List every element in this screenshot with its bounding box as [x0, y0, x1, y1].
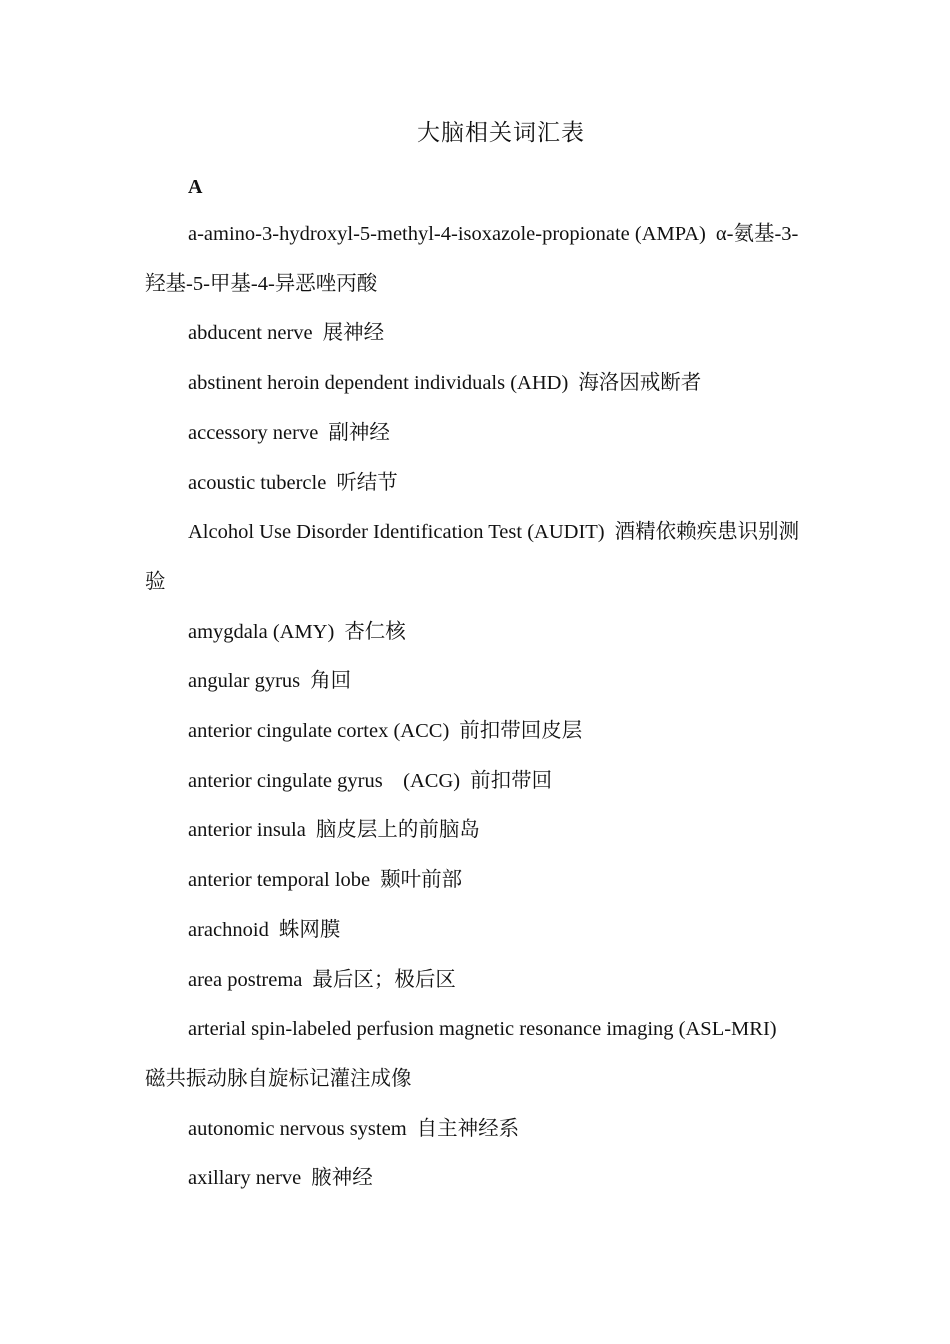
glossary-entry	[145, 956, 805, 1006]
glossary-entry	[145, 459, 805, 509]
page-title: 大脑相关词汇表	[417, 120, 585, 145]
entry-translation: 最后区；极后区	[312, 968, 456, 991]
entry-translation: α-氨基-3-羟基-5-甲基-4-异恶唑丙酸	[145, 223, 799, 295]
entry-term: amygdala (AMY)	[188, 620, 335, 643]
glossary-entry	[145, 657, 805, 707]
entry-term: autonomic nervous system	[188, 1117, 407, 1140]
glossary-entry	[145, 707, 805, 757]
entry-term: a-amino-3-hydroxyl-5-methyl-4-isoxazole-propionate (AMPA)	[188, 223, 706, 245]
entry-translation: 副神经	[328, 421, 390, 444]
glossary-entry	[145, 1154, 805, 1204]
entry-term: area postrema	[188, 968, 303, 991]
entry-translation: 前扣带回	[470, 769, 553, 792]
glossary-entry	[145, 359, 805, 409]
glossary-entry	[145, 608, 805, 658]
entry-translation: 蛛网膜	[278, 918, 341, 941]
entry-term: angular gyrus	[188, 670, 301, 693]
entry-translation: 杏仁核	[344, 620, 406, 643]
entry-term: anterior temporal lobe	[188, 869, 371, 892]
glossary-entry	[145, 906, 805, 956]
glossary-entry	[145, 409, 805, 459]
glossary-list	[145, 210, 805, 1204]
entry-term: Alcohol Use Disorder Identification Test (AUDIT)	[188, 521, 605, 544]
entry-term: abducent nerve	[188, 322, 313, 345]
glossary-entry	[145, 806, 805, 856]
entry-term: arterial spin-labeled perfusion magnetic resonance imaging (ASL-MRI)	[188, 1018, 777, 1041]
entry-translation: 展神经	[322, 322, 385, 345]
entry-translation: 海洛因戒断者	[578, 372, 702, 395]
entry-translation: 听结节	[336, 471, 398, 494]
glossary-entry	[145, 508, 805, 607]
entry-translation: 脑皮层上的前脑岛	[315, 819, 480, 842]
entry-translation: 酒精依赖疾患识别测验	[145, 521, 800, 593]
glossary-entry	[145, 1005, 805, 1104]
entry-translation: 角回	[310, 670, 352, 693]
glossary-entry	[145, 210, 805, 309]
entry-term: abstinent heroin dependent individuals (AHD)	[188, 372, 569, 395]
glossary-entry	[145, 757, 805, 807]
entry-term: axillary nerve	[188, 1167, 302, 1190]
entry-translation: 颞叶前部	[380, 869, 463, 892]
entry-term: acoustic tubercle	[188, 471, 327, 494]
entry-translation: 自主神经系	[416, 1117, 520, 1140]
entry-translation: 腋神经	[311, 1167, 373, 1190]
entry-term: anterior cingulate gyrus (ACG)	[188, 769, 461, 792]
entry-translation: 磁共振动脉自旋标记灌注成像	[145, 1067, 412, 1090]
entry-term: accessory nerve	[188, 421, 319, 444]
entry-term: arachnoid	[188, 918, 269, 941]
entry-term: anterior cingulate cortex (ACC)	[188, 720, 450, 743]
entry-term: anterior insula	[188, 819, 306, 842]
glossary-entry	[145, 1105, 805, 1155]
glossary-entry	[145, 856, 805, 906]
entry-translation: 前扣带回皮层	[459, 720, 583, 743]
glossary-entry	[145, 309, 805, 359]
section-letter: A	[188, 176, 203, 198]
